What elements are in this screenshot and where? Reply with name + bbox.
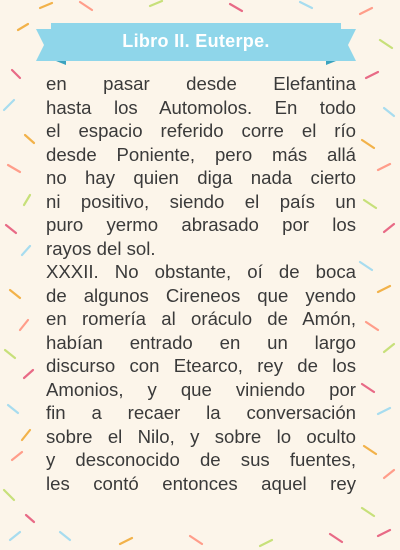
confetti-streak: [384, 224, 394, 232]
confetti-streak: [378, 164, 390, 170]
confetti-streak: [150, 1, 162, 6]
text-line: de algunos Cireneos que yendo: [46, 284, 356, 306]
text-line: habían entrado en un largo: [46, 331, 356, 353]
confetti-streak: [364, 200, 376, 208]
text-line: Amonios, y que viniendo por: [46, 378, 356, 400]
confetti-streak: [380, 40, 392, 48]
confetti-streak: [12, 452, 22, 460]
confetti-streak: [366, 322, 378, 330]
confetti-streak: [384, 344, 394, 352]
confetti-streak: [230, 4, 242, 11]
confetti-streak: [364, 446, 376, 454]
confetti-streak: [40, 3, 52, 8]
text-line: desde Poniente, pero más allá: [46, 143, 356, 165]
confetti-streak: [362, 140, 374, 148]
confetti-streak: [362, 508, 374, 516]
confetti-streak: [10, 532, 20, 540]
text-line: el espacio referido corre el río: [46, 120, 356, 141]
confetti-streak: [360, 8, 372, 14]
confetti-streak: [12, 70, 20, 78]
confetti-streak: [4, 100, 14, 110]
confetti-streak: [378, 408, 390, 414]
confetti-streak: [24, 195, 30, 205]
confetti-streak: [378, 530, 390, 536]
text-line: XXXII. No obstante, oí de boca: [46, 261, 356, 282]
text-line: fin a recaer la conversación: [46, 402, 356, 423]
confetti-streak: [362, 384, 374, 392]
confetti-streak: [25, 135, 34, 143]
page-title: Libro II. Euterpe.: [122, 31, 270, 51]
confetti-streak: [330, 534, 342, 542]
confetti-streak: [22, 430, 30, 440]
confetti-streak: [18, 24, 28, 30]
confetti-streak: [378, 286, 390, 292]
confetti-streak: [24, 370, 33, 378]
text-line: les contó entonces aquel rey: [46, 472, 356, 494]
text-line: rayos del sol.: [46, 237, 156, 259]
text-line: discurso con Etearco, rey de los: [46, 355, 356, 376]
confetti-streak: [5, 350, 15, 358]
text-line: en romería al oráculo de Amón,: [46, 308, 356, 329]
confetti-streak: [190, 536, 202, 544]
confetti-streak: [120, 538, 132, 544]
confetti-streak: [360, 262, 372, 270]
confetti-streak: [384, 108, 394, 116]
confetti-streak: [6, 225, 16, 233]
text-line: puro yermo abrasado por los: [46, 214, 356, 235]
text-line: en pasar desde Elefantina: [46, 73, 356, 94]
confetti-streak: [260, 540, 272, 546]
confetti-streak: [384, 470, 394, 478]
confetti-streak: [26, 515, 34, 522]
confetti-streak: [366, 72, 378, 78]
confetti-streak: [8, 405, 18, 413]
confetti-streak: [8, 165, 20, 172]
text-line: no hay quien diga nada cierto: [46, 167, 356, 188]
title-banner: [36, 21, 356, 66]
confetti-streak: [80, 2, 92, 10]
confetti-streak: [60, 532, 70, 540]
confetti-streak: [20, 320, 28, 330]
text-line: sobre el Nilo, y sobre lo oculto: [46, 425, 356, 447]
body-text: [46, 72, 356, 495]
text-line: y desconocido de sus fuentes,: [46, 449, 356, 470]
text-line: hasta los Automolos. En todo: [46, 96, 356, 118]
confetti-streak: [300, 2, 312, 8]
text-line: ni positivo, siendo el país un: [46, 190, 356, 212]
confetti-streak: [4, 490, 14, 500]
confetti-streak: [10, 290, 20, 298]
confetti-streak: [22, 246, 30, 255]
